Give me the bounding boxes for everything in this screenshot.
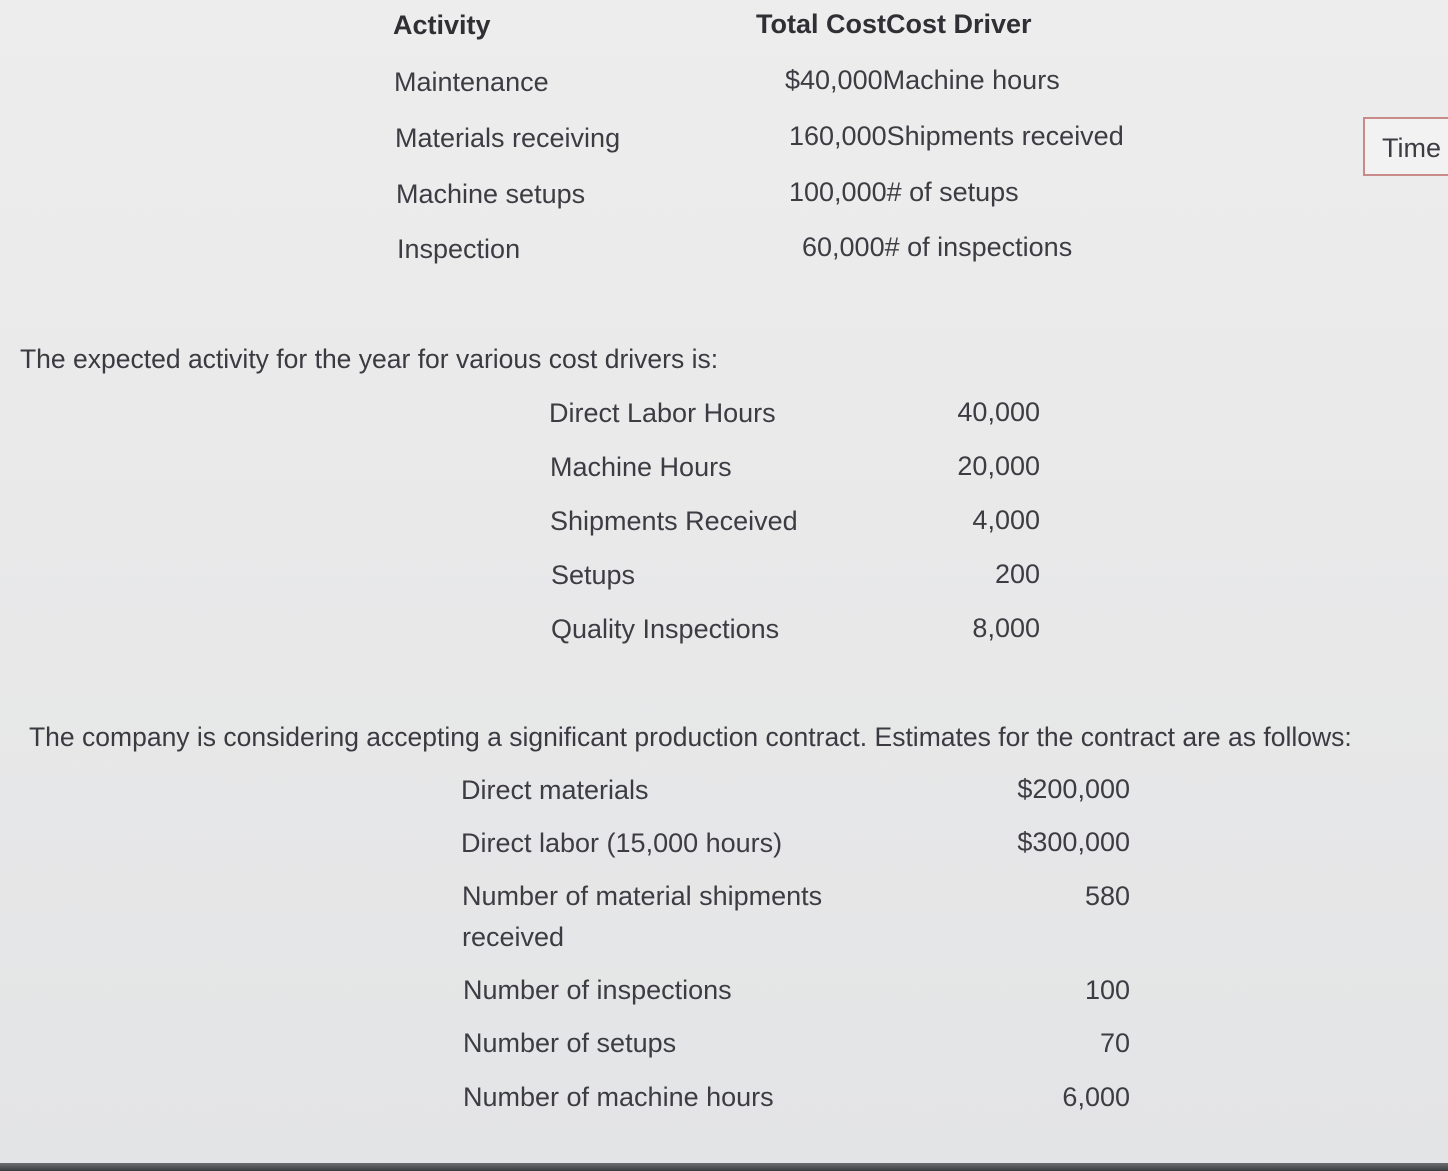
expected-activity-label: Quality Inspections: [551, 614, 780, 644]
contract-intro: The company is considering accepting a significant production contract. Estimates for the contract are as follows:: [29, 722, 1352, 752]
activity-cost-driver: $40,000Machine hours: [785, 65, 1060, 95]
expected-activity-label: Shipments Received: [550, 506, 798, 536]
expected-activity-value: 200: [994, 559, 1040, 589]
time-tab[interactable]: [1363, 117, 1448, 176]
activity-name: Maintenance: [394, 67, 549, 97]
total-cost-driver-header: Total CostCost Driver: [756, 9, 1032, 39]
expected-activity-label: Machine Hours: [550, 452, 732, 482]
time-tab-label: Time: [1382, 133, 1441, 163]
contract-label: Direct labor (15,000 hours): [461, 828, 783, 858]
contract-value: 580: [1084, 881, 1130, 911]
expected-activity-value: 20,000: [957, 451, 1040, 481]
expected-activity-label: Setups: [551, 560, 636, 590]
activity-header: Activity: [393, 10, 491, 40]
contract-label: Number of setups: [463, 1028, 677, 1058]
contract-value: $200,000: [1017, 774, 1130, 804]
contract-label: Number of machine hours: [463, 1082, 774, 1112]
activity-name: Machine setups: [396, 179, 586, 209]
monitor-bezel: [0, 1163, 1448, 1171]
activity-cost-driver: 160,000Shipments received: [789, 121, 1124, 151]
contract-value: 6,000: [1062, 1082, 1130, 1112]
expected-activity-intro: The expected activity for the year for various cost drivers is:: [20, 344, 719, 374]
contract-label: Number of inspections: [463, 975, 732, 1005]
expected-activity-value: 4,000: [972, 505, 1040, 535]
expected-activity-label: Direct Labor Hours: [549, 398, 776, 428]
expected-activity-value: 8,000: [972, 613, 1040, 643]
contract-label: Number of material shipments: [462, 881, 823, 911]
contract-label: Direct materials: [461, 775, 649, 805]
activity-name: Inspection: [397, 234, 521, 264]
activity-cost-driver: 60,000# of inspections: [802, 232, 1073, 262]
activity-name: Materials receiving: [395, 123, 621, 153]
contract-value: $300,000: [1017, 827, 1130, 857]
activity-cost-driver: 100,000# of setups: [789, 177, 1019, 207]
contract-label-continued: received: [462, 922, 565, 952]
expected-activity-value: 40,000: [957, 397, 1040, 427]
contract-value: 100: [1084, 975, 1130, 1005]
contract-value: 70: [1099, 1028, 1130, 1058]
